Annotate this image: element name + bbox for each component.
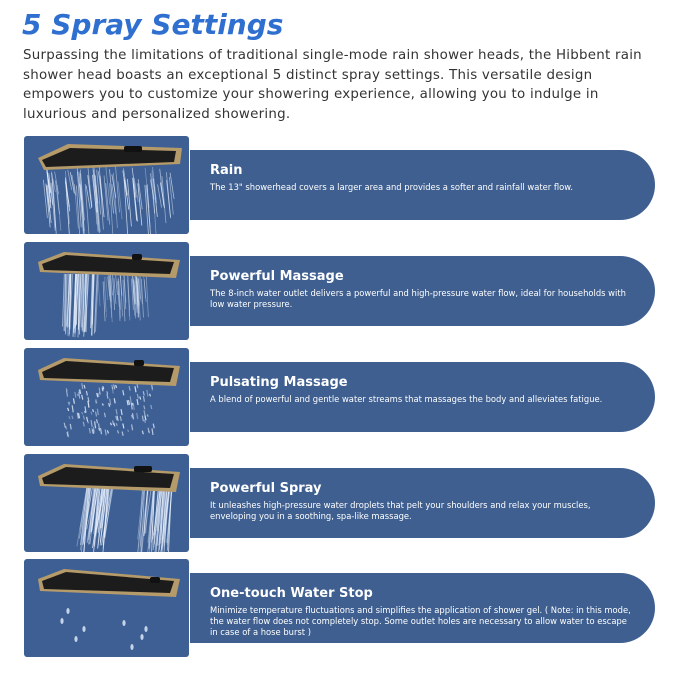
setting-description: Minimize temperature fluctuations and simplifies the application of shower gel. ( Note: in this mode, the water flow does not completely stop. Some outlet holes are necessary to allow water to escape in case of a hose burst ) xyxy=(210,605,631,637)
setting-title: Powerful Massage xyxy=(210,269,344,284)
setting-panel xyxy=(190,256,655,326)
setting-panel xyxy=(190,573,655,643)
setting-description: The 8-inch water outlet delivers a powerful and high-pressure water flow, ideal for households with low water pressure. xyxy=(210,288,626,309)
pulsating-spray-showerhead-icon xyxy=(24,348,189,446)
water-stop-showerhead-icon xyxy=(24,559,189,657)
intro-paragraph: Surpassing the limitations of traditional single-mode rain shower heads, the Hibbent rain shower head boasts an exceptional 5 distinct spray settings. This versatile design empowers you to customize your showering experience, allowing you to indulge in luxurious and personalized showering. xyxy=(23,48,642,122)
setting-panel xyxy=(190,362,655,432)
setting-title: Rain xyxy=(210,163,243,178)
setting-panel xyxy=(190,150,655,220)
spray-setting-powerful-spray xyxy=(0,454,679,554)
setting-description: It unleashes high-pressure water droplets that pelt your shoulders and relax your muscles, enveloping you in a soothing, spa-like massage. xyxy=(210,500,591,521)
spray-setting-powerful-massage xyxy=(0,242,679,342)
setting-description: The 13" showerhead covers a larger area and provides a softer and rainfall water flow. xyxy=(210,182,574,192)
massage-spray-showerhead-icon xyxy=(24,242,189,340)
setting-title: Pulsating Massage xyxy=(210,375,348,390)
spray-setting-pulsating-massage xyxy=(0,348,679,448)
setting-title: One-touch Water Stop xyxy=(210,586,373,601)
rain-spray-showerhead-icon xyxy=(24,136,189,234)
powerful-spray-showerhead-icon xyxy=(24,454,189,552)
spray-setting-rain xyxy=(0,136,679,236)
spray-setting-water-stop xyxy=(0,559,679,659)
setting-description: A blend of powerful and gentle water streams that massages the body and alleviates fatigue. xyxy=(210,394,603,404)
setting-panel xyxy=(190,468,655,538)
setting-title: Powerful Spray xyxy=(210,481,322,496)
page-title: 5 Spray Settings xyxy=(22,8,284,41)
